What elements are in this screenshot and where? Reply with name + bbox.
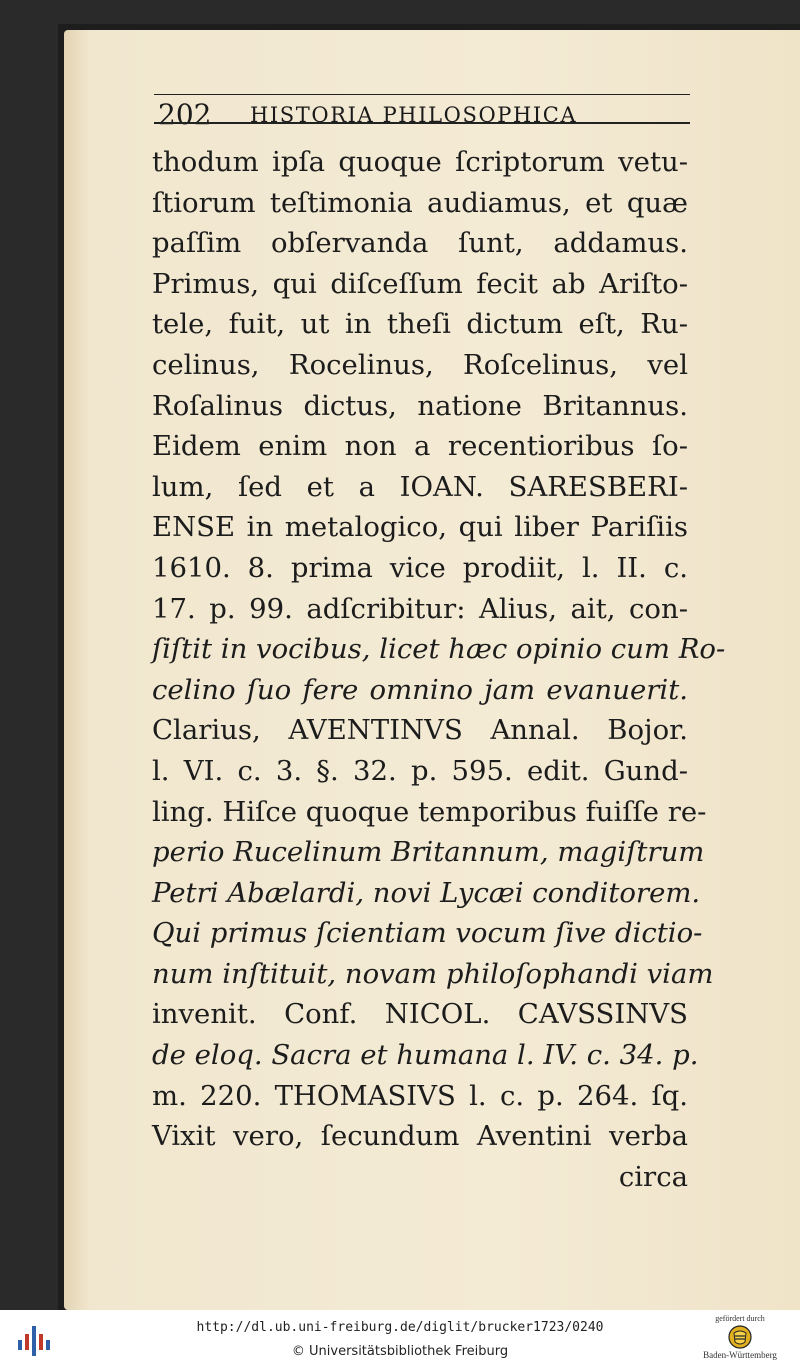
text-line: ſtiorum teſtimonia audiamus, et quæ (152, 186, 688, 219)
text-line: Vixit vero, ſecundum Aventini verba (152, 1120, 688, 1153)
viewer-footer (0, 1310, 800, 1366)
text-line: Qui primus ſcientiam vocum ſive dictio- (152, 917, 703, 950)
text-line: ENSE in metalogico, qui liber Pariſiis (152, 511, 688, 544)
running-head (154, 68, 690, 131)
text-line: Roſalinus dictus, natione Britannus. (152, 389, 688, 422)
copyright-notice: © Universitätsbibliothek Freiburg (291, 1344, 509, 1359)
header-rule-bottom (154, 122, 690, 124)
text-line: l. VI. c. 3. §. 32. p. 595. edit. Gund- (152, 754, 688, 787)
catchword: circa (618, 1160, 688, 1193)
page-number: 202 (158, 98, 212, 131)
text-line: perio Rucelinum Britannum, magiſtrum (152, 836, 705, 869)
text-line: num inſtituit, novam philoſophandi viam (152, 957, 714, 990)
text-line: celinus, Rocelinus, Roſcelinus, vel (152, 348, 688, 381)
text-line: 1610. 8. prima vice prodiit, l. II. c. (152, 551, 688, 584)
body-text (152, 142, 726, 1197)
sponsor-caption: gefördert durch (715, 1314, 765, 1323)
text-line: 17. p. 99. adſcribitur: Alius, ait, con- (152, 592, 688, 625)
text-line: paſſim obſervanda ſunt, addamus. (152, 227, 688, 260)
text-line: thodum ipſa quoque ſcriptorum vetu- (152, 146, 688, 178)
running-title: HISTORIA PHILOSOPHICA (250, 103, 578, 127)
coat-of-arms-icon (727, 1325, 753, 1349)
text-line: invenit. Conf. NICOL. CAVSSINVS (152, 998, 688, 1031)
text-line: Petri Abælardi, novi Lycæi conditorem. (152, 876, 701, 909)
text-line: de eloq. Sacra et humana l. IV. c. 34. p. (152, 1039, 699, 1072)
header-rule-top (154, 94, 690, 95)
text-line: m. 220. THOMASIVS l. c. p. 264. ſq. (152, 1079, 688, 1112)
text-line: tele, fuit, ut in theſi dictum eſt, Ru- (152, 308, 688, 341)
sponsor-badge (690, 1312, 790, 1366)
text-line: ſiſtit in vocibus, licet hæc opinio cum Ro- (152, 633, 726, 666)
sponsor-name: Baden-Württemberg (703, 1350, 777, 1360)
text-line: Primus, qui diſceſſum fecit ab Ariſto- (152, 267, 688, 300)
text-line: ling. Hiſce quoque temporibus fuiſſe re- (152, 795, 707, 828)
text-line: Clarius, AVENTINVS Annal. Bojor. (152, 714, 688, 747)
permalink-url[interactable]: http://dl.ub.uni-freiburg.de/diglit/brucker1723/0240 (196, 1320, 604, 1335)
text-line: lum, ſed et a IOAN. SARESBERI- (152, 470, 688, 503)
text-line: Eidem enim non a recentioribus ſo- (152, 430, 688, 463)
text-line: celino ſuo fere omnino jam evanuerit. (152, 673, 688, 706)
